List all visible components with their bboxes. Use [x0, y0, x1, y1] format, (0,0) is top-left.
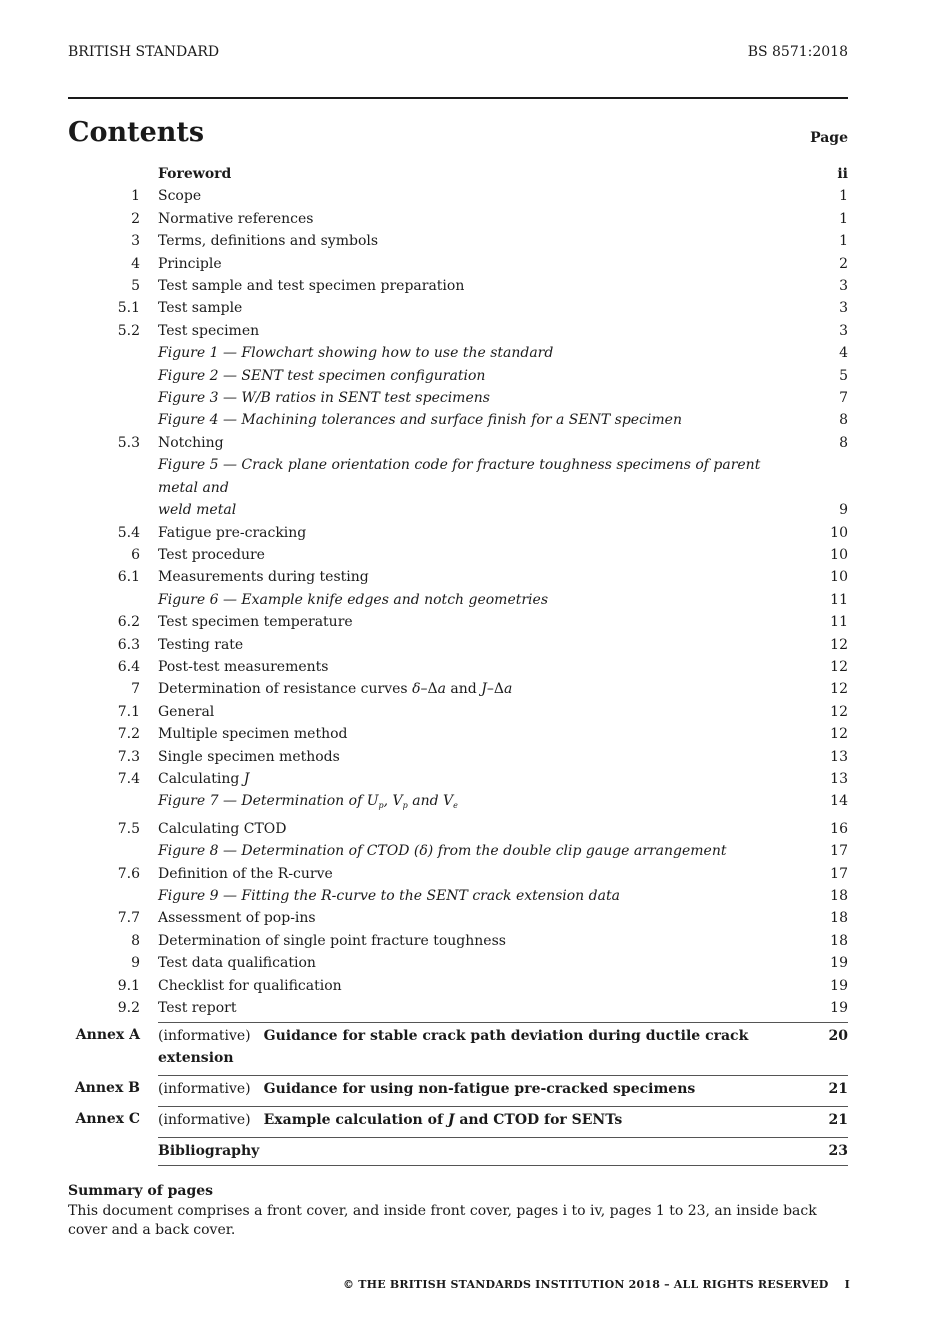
toc-entry-number: 5.4	[117, 524, 140, 541]
toc-entry-page: 9	[839, 502, 848, 519]
toc-entry-title: Measurements during testing	[158, 569, 369, 586]
toc-figure-entry[interactable]	[68, 885, 848, 907]
toc-annex-page: 21	[828, 1112, 848, 1129]
toc-entry-page: 12	[830, 703, 848, 720]
toc-figure-entry[interactable]	[68, 790, 848, 817]
toc-entry-number: 6.1	[117, 569, 140, 586]
table-of-contents	[68, 163, 848, 1169]
toc-entry-page: 3	[839, 278, 848, 295]
toc-figure-entry[interactable]	[68, 342, 848, 364]
toc-entry[interactable]	[68, 634, 848, 656]
toc-annex-title: Guidance for using non-fatigue pre-cracked specimens	[263, 1081, 696, 1098]
toc-entry-title: Scope	[158, 188, 202, 205]
toc-entry-page: 8	[839, 412, 848, 429]
toc-annex-heading	[158, 1109, 788, 1131]
toc-entry-title-line1: Figure 5 — Crack plane orientation code for fracture toughness specimens of parent metal and	[158, 457, 761, 496]
toc-entry[interactable]	[68, 863, 848, 885]
toc-annex-entry[interactable]	[68, 1072, 848, 1103]
toc-entry-page: 12	[830, 726, 848, 743]
toc-entry-page: 18	[830, 888, 848, 904]
toc-entry-number	[68, 885, 140, 907]
toc-entry[interactable]	[68, 230, 848, 252]
toc-entry-title: Single specimen methods	[158, 748, 340, 765]
toc-entry-number: 6.3	[117, 636, 140, 653]
toc-entry-page: ii	[837, 166, 848, 182]
toc-entry-title-line2: weld metal	[158, 502, 237, 519]
toc-entry-title: Calculating J	[158, 770, 250, 787]
toc-entry-number: 5	[131, 278, 140, 295]
toc-entry-number: 9.2	[117, 1000, 140, 1017]
toc-entry-title: Figure 8 — Determination of CTOD (δ) from the double clip gauge arrangement	[158, 843, 727, 860]
toc-entry-page: 3	[839, 322, 848, 339]
toc-entry-title: Foreword	[158, 166, 232, 182]
toc-entry[interactable]	[68, 768, 848, 790]
toc-annex-content	[158, 1075, 848, 1100]
toc-entry-page: 19	[830, 977, 848, 994]
toc-entry-page: 17	[830, 843, 848, 860]
toc-entry-page: 16	[830, 820, 848, 837]
toc-entry-number: 1	[131, 188, 140, 205]
toc-entry-number: 7	[131, 681, 140, 698]
toc-entry-page: 8	[839, 434, 848, 451]
toc-entry-number: 7.6	[117, 865, 140, 882]
toc-entry-page: 3	[839, 300, 848, 317]
toc-entry-number	[68, 790, 140, 817]
toc-entry-number	[68, 840, 140, 862]
toc-entry-title: Figure 4 — Machining tolerances and surface finish for a SENT specimen	[158, 412, 682, 429]
toc-entry-title: Calculating CTOD	[158, 820, 287, 837]
toc-figure-entry[interactable]	[68, 840, 848, 862]
toc-figure-entry[interactable]	[68, 387, 848, 409]
toc-entry-number: 6.4	[117, 658, 140, 675]
toc-entry-title: Figure 7 — Determination of $U_p$, $V_p$ and $V_e$	[158, 793, 458, 811]
toc-entry[interactable]	[68, 656, 848, 678]
toc-entry-number: 8	[131, 932, 140, 949]
toc-entry-title: Test sample	[158, 300, 243, 317]
toc-entry-title: Post-test measurements	[158, 658, 329, 675]
toc-entry-title: Fatigue pre-cracking	[158, 524, 307, 541]
toc-entry-page: 10	[830, 546, 848, 563]
toc-entry[interactable]	[68, 952, 848, 974]
toc-entry-page: 2	[839, 255, 848, 272]
toc-annex-type: (informative)	[158, 1112, 251, 1129]
toc-entry-title: Figure 9 — Fitting the R-curve to the SENT crack extension data	[158, 888, 620, 904]
toc-entry-page: 18	[830, 932, 848, 949]
toc-entry-number: 9.1	[117, 977, 140, 994]
toc-entry[interactable]	[68, 275, 848, 297]
toc-bibliography-number	[68, 1139, 140, 1166]
toc-entry[interactable]	[68, 163, 848, 185]
toc-entry[interactable]	[68, 818, 848, 840]
toc-entry[interactable]	[68, 522, 848, 544]
toc-entry-number	[68, 342, 140, 364]
toc-annex-type: (informative)	[158, 1028, 251, 1045]
toc-entry-number: 7.4	[117, 770, 140, 787]
toc-figure-entry[interactable]	[68, 365, 848, 387]
toc-entry-title: Figure 3 — W/B ratios in SENT test specimens	[158, 390, 490, 407]
header-standard-number: BS 8571:2018	[747, 44, 848, 60]
toc-entry-number: 5.3	[117, 434, 140, 451]
toc-entry-number: 7.5	[117, 820, 140, 837]
toc-entry-number: 2	[131, 210, 140, 227]
toc-entry-number	[68, 454, 140, 521]
toc-entry-page: 13	[830, 748, 848, 765]
toc-entry-number	[68, 589, 140, 611]
toc-entry-page: 5	[839, 367, 848, 384]
toc-entry[interactable]	[68, 930, 848, 952]
toc-figure-entry[interactable]	[68, 409, 848, 431]
toc-annex-title: Example calculation of J and CTOD for SENTs	[263, 1112, 623, 1129]
page-title: Contents	[68, 117, 205, 148]
toc-entry-page: 10	[830, 569, 848, 586]
toc-bibliography-title: Bibliography	[158, 1143, 260, 1160]
toc-entry-number: 7.2	[117, 726, 140, 743]
toc-entry-page: 11	[830, 614, 848, 631]
toc-entry-title: Definition of the R-curve	[158, 865, 333, 882]
toc-entry-number: 3	[131, 233, 140, 250]
toc-entry-title: Test report	[158, 1000, 237, 1017]
toc-entry-title: Figure 6 — Example knife edges and notch geometries	[158, 591, 548, 608]
toc-entry-number: 5.2	[117, 322, 140, 339]
toc-entry-page: 11	[830, 591, 848, 608]
toc-entry[interactable]	[68, 975, 848, 997]
toc-figure-entry[interactable]	[68, 454, 848, 521]
summary-text: This document comprises a front cover, and inside front cover, pages i to iv, pages 1 to 23, an inside back cover and a back cover.	[68, 1203, 817, 1238]
annex-entries	[68, 1019, 848, 1134]
toc-annex-number: Annex A	[75, 1027, 140, 1044]
toc-bibliography[interactable]	[68, 1134, 848, 1169]
toc-entry-number: 9	[131, 955, 140, 972]
toc-entry-title: Figure 2 — SENT test specimen configuration	[158, 367, 486, 384]
toc-entry-page: 17	[830, 865, 848, 882]
header-standard-label: BRITISH STANDARD	[68, 44, 220, 60]
toc-entry[interactable]	[68, 253, 848, 275]
toc-entry-page: 12	[830, 658, 848, 675]
toc-entry-title: Test sample and test specimen preparation	[158, 278, 465, 295]
toc-entry[interactable]	[68, 185, 848, 207]
toc-annex-content	[158, 1022, 848, 1069]
toc-entry-title: General	[158, 703, 215, 720]
toc-annex-heading	[158, 1078, 788, 1100]
toc-entry-title: Test specimen	[158, 322, 260, 339]
toc-entry-page: 4	[839, 345, 848, 362]
toc-annex-title: Guidance for stable crack path deviation during ductile crack extension	[158, 1028, 749, 1067]
toc-entry-title: Determination of single point fracture toughness	[158, 932, 506, 949]
toc-entry-number: 7.3	[117, 748, 140, 765]
toc-entry-number	[68, 163, 140, 185]
toc-entry-title: Assessment of pop-ins	[158, 910, 316, 927]
toc-entry-title: Testing rate	[158, 636, 244, 653]
toc-entry-page: 14	[830, 793, 848, 810]
toc-entry[interactable]	[68, 723, 848, 745]
toc-annex-entry[interactable]	[68, 1019, 848, 1072]
toc-annex-heading	[158, 1025, 788, 1069]
toc-entry-title: Test data qualification	[158, 955, 316, 972]
toc-entry-page: 1	[839, 188, 848, 205]
toc-entry-number: 5.1	[117, 300, 140, 317]
toc-entry-page: 1	[839, 210, 848, 227]
toc-entry[interactable]	[68, 746, 848, 768]
header-rule	[68, 97, 848, 99]
toc-entry-title: Test specimen temperature	[158, 614, 353, 631]
toc-entry-title: Multiple specimen method	[158, 726, 348, 743]
toc-annex-type: (informative)	[158, 1081, 251, 1098]
toc-entries	[68, 163, 848, 1019]
toc-entry-number: 4	[131, 255, 140, 272]
toc-entry-page: 12	[830, 681, 848, 698]
toc-entry-number	[68, 409, 140, 431]
toc-entry-title: Checklist for qualification	[158, 977, 342, 994]
toc-entry-number: 7.1	[117, 703, 140, 720]
copyright-footer: © THE BRITISH STANDARDS INSTITUTION 2018 – ALL RIGHTS RESERVED I	[343, 1278, 850, 1291]
toc-entry[interactable]	[68, 701, 848, 723]
toc-entry-title: Terms, definitions and symbols	[158, 233, 379, 250]
toc-entry[interactable]	[68, 208, 848, 230]
toc-annex-number: Annex B	[74, 1080, 140, 1097]
toc-entry-page: 12	[830, 636, 848, 653]
toc-entry[interactable]	[68, 907, 848, 929]
toc-entry-title: Test procedure	[158, 546, 265, 563]
toc-bibliography-content	[158, 1137, 848, 1166]
toc-entry-title: Determination of resistance curves δ–Δa and J–Δa	[158, 681, 513, 698]
toc-entry-title: Normative references	[158, 210, 314, 227]
toc-entry-page: 7	[839, 390, 848, 407]
toc-figure-entry[interactable]	[68, 589, 848, 611]
toc-entry-number: 6.2	[117, 614, 140, 631]
toc-entry-title: Principle	[158, 255, 222, 272]
toc-entry[interactable]	[68, 544, 848, 566]
page-column-heading: Page	[810, 130, 848, 146]
toc-entry-page: 18	[830, 910, 848, 927]
toc-entry-page: 19	[830, 955, 848, 972]
toc-annex-number: Annex C	[75, 1111, 140, 1128]
toc-entry[interactable]	[68, 566, 848, 588]
toc-entry[interactable]	[68, 997, 848, 1019]
toc-entry-page: 10	[830, 524, 848, 541]
toc-bibliography-page: 23	[828, 1143, 848, 1160]
toc-entry-title: Figure 1 — Flowchart showing how to use the standard	[158, 345, 554, 362]
toc-entry[interactable]	[68, 678, 848, 700]
toc-annex-page: 20	[828, 1028, 848, 1045]
toc-entry-page: 1	[839, 233, 848, 250]
toc-entry[interactable]	[68, 432, 848, 454]
toc-entry-number: 6	[131, 546, 140, 563]
toc-entry-number: 7.7	[117, 910, 140, 927]
toc-entry-page: 13	[830, 770, 848, 787]
toc-entry-title	[158, 454, 788, 521]
toc-annex-content	[158, 1106, 848, 1131]
summary-heading: Summary of pages	[68, 1183, 214, 1199]
toc-entry-page: 19	[830, 1000, 848, 1017]
toc-entry[interactable]	[68, 297, 848, 319]
toc-annex-page: 21	[828, 1081, 848, 1098]
toc-annex-entry[interactable]	[68, 1103, 848, 1134]
toc-entry[interactable]	[68, 611, 848, 633]
toc-entry-title: Notching	[158, 434, 224, 451]
toc-entry-number	[68, 387, 140, 409]
toc-entry-number	[68, 365, 140, 387]
toc-entry[interactable]	[68, 320, 848, 342]
